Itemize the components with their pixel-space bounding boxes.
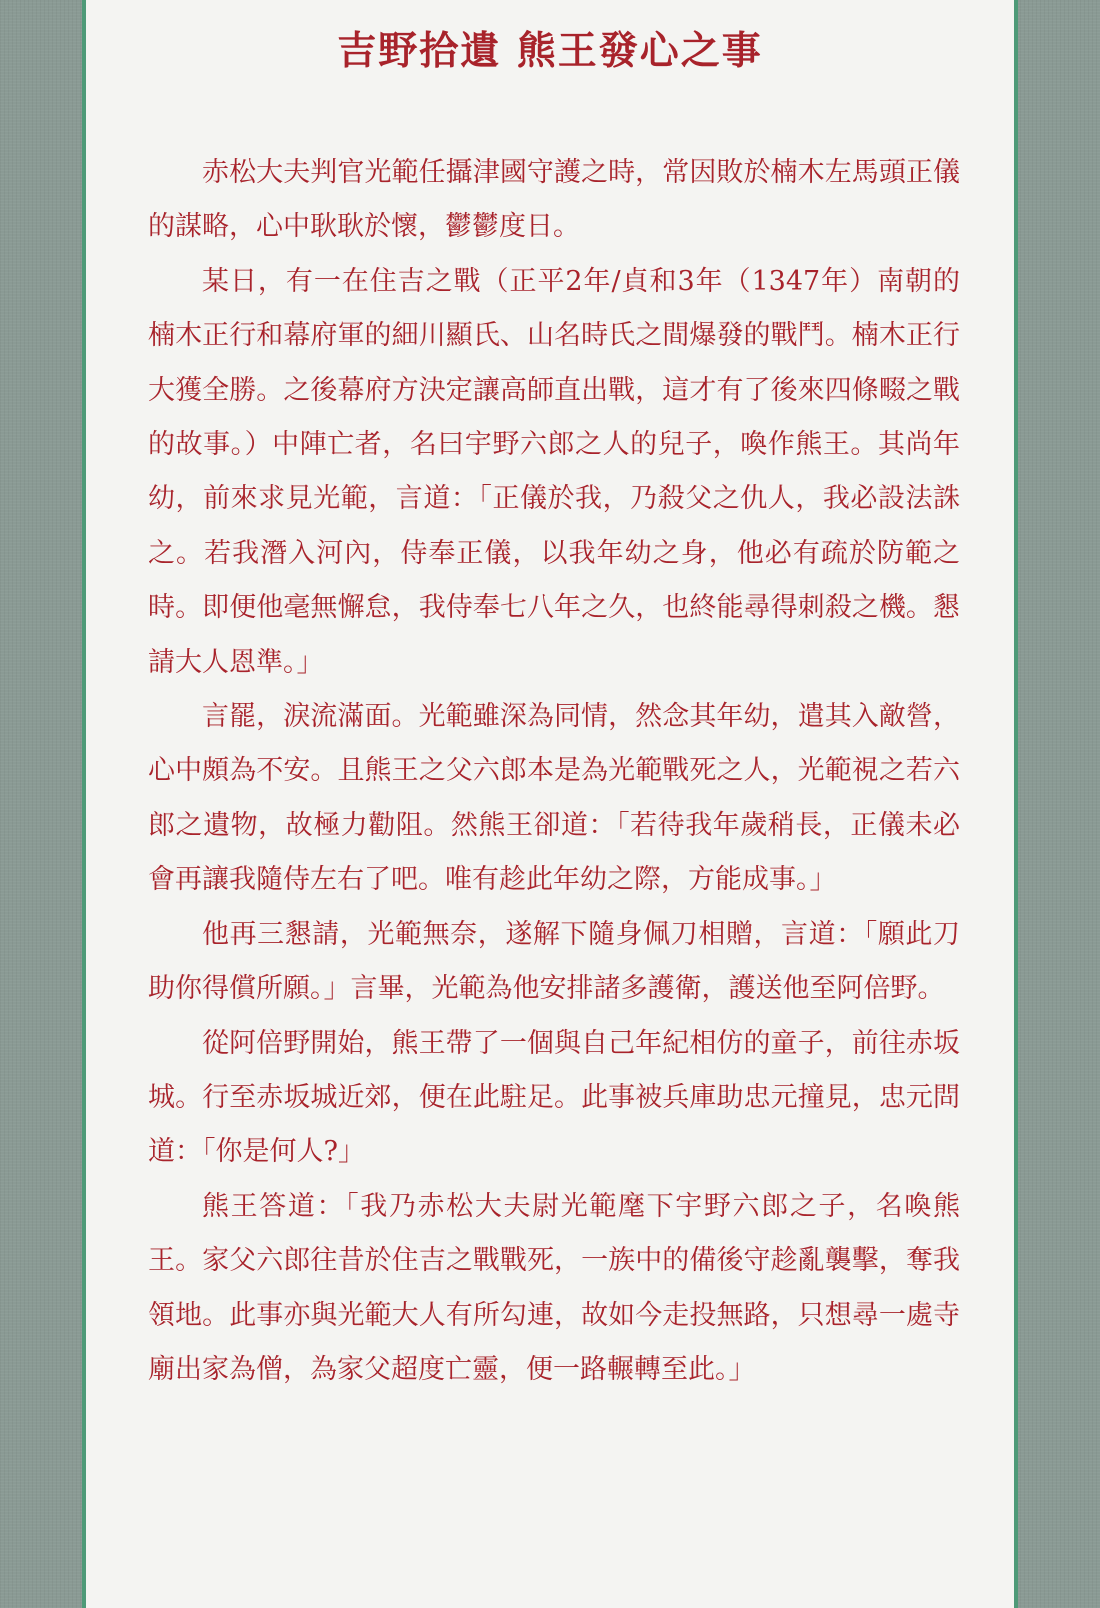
article-body [148, 146, 960, 1397]
paragraph-6: 熊王答道：「我乃赤松大夫尉光範麾下宇野六郎之子，名喚熊王。家父六郎往昔於住吉之戰戰死，一族中的備後守趁亂襲擊，奪我領地。此事亦與光範大人有所勾連，故如今走投無路，只想尋一處寺廟出家為僧，為家父超度亡靈，便一路輾轉至此。」 [148, 1190, 960, 1385]
article-title: 吉野拾遺 熊王發心之事 [337, 28, 763, 74]
paragraph-2: 某日，有一在住吉之戰（正平2年/貞和3年（1347年）南朝的楠木正行和幕府軍的細川顯氏、山名時氏之間爆發的戰鬥。楠木正行大獲全勝。之後幕府方決定讓高師直出戰，這才有了後來四條畷之戰的故事。）中陣亡者，名曰宇野六郎之人的兒子，喚作熊王。其尚年幼，前來求見光範，言道：「正儀於我，乃殺父之仇人，我必設法誅之。若我潛入河內，侍奉正儀，以我年幼之身，他必有疏於防範之時。即便他毫無懈怠，我侍奉七八年之久，也終能尋得刺殺之機。懇請大人恩準。」 [148, 265, 960, 678]
paragraph-1: 赤松大夫判官光範任攝津國守護之時，常因敗於楠木左馬頭正儀的謀略，心中耿耿於懷，鬱鬱度日。 [148, 157, 960, 243]
article-page [82, 0, 1018, 1608]
paragraph-4: 他再三懇請，光範無奈，遂解下隨身佩刀相贈，言道：「願此刀助你得償所願。」言畢，光範為他安排諸多護衛，護送他至阿倍野。 [148, 918, 960, 1005]
paragraph-3: 言罷，淚流滿面。光範雖深為同情，然念其年幼，遣其入敵營，心中頗為不安。且熊王之父六郎本是為光範戰死之人，光範視之若六郎之遺物，故極力勸阻。然熊王卻道：「若待我年歲稍長，正儀未必會再讓我隨侍左右了吧。唯有趁此年幼之際，方能成事。」 [148, 701, 960, 896]
paragraph-5: 從阿倍野開始，熊王帶了一個與自己年紀相仿的童子，前往赤坂城。行至赤坂城近郊，便在此駐足。此事被兵庫助忠元撞見，忠元問道：「你是何人?」 [148, 1027, 960, 1168]
